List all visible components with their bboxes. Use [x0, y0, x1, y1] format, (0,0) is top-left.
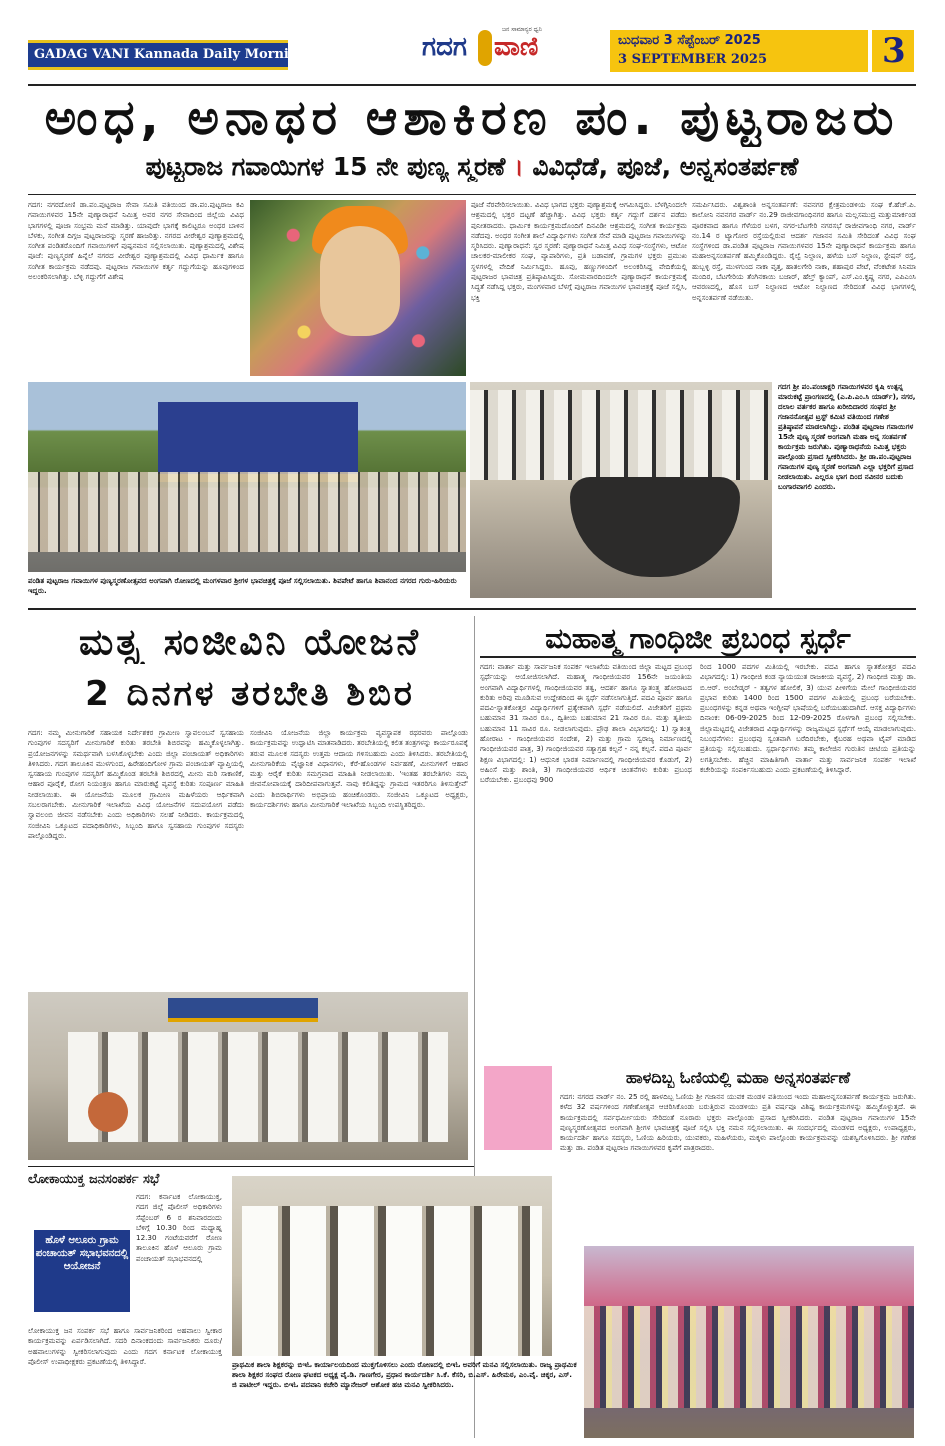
lead-photo-group	[28, 382, 466, 572]
logo-right-text: ವಾಣಿ	[494, 32, 539, 62]
feast-column: ಗದಗ: ನಗರದ ವಾರ್ಡ್ ನಂ. 25 ರಲ್ಲಿ ಹಾಳದಿಬ್ಬ ಓಣಿಯ ಶ್ರೀ ಗಜಾನನ ಯುವಕ ಮಂಡಳ ವತಿಯಿಂದ ಇಂದು ಮಹಾಅನ್ನಸಂತರ್ಪಣೆ ಕಾರ್ಯಕ್ರಮ ಜರುಗಿತು. ಕಳೆದ 32 ವರ್ಷಗಳಿಂದ ಗಣೇಶೋತ್ಸವ ಆಚರಿಸಿಕೊಂಡು ಬರುತ್ತಿರುವ ಮಂಡಳಿಯು ಪ್ರತಿ ವರ್ಷವೂ ವಿಶಿಷ್ಟ ಕಾರ್ಯಕ್ರಮಗಳನ್ನು ಹಮ್ಮಿಕೊಳ್ಳುತ್ತದೆ. ಈ ಕಾರ್ಯಕ್ರಮದಲ್ಲಿ ಸರ್ವಧರ್ಮೀಯರು ಸೇರಿದಂತೆ ನೂರಾರು ಭಕ್ತರು ಪಾಲ್ಗೊಂಡು ಪ್ರಸಾದ ಸ್ವೀಕರಿಸಿದರು. ಪಂಡಿತ ಪುಟ್ಟರಾಜ ಗವಾಯಿಗಳ 15ನೇ ಪುಣ್ಯಸ್ಮರಣೋತ್ಸವದ ಅಂಗವಾಗಿ ಶ್ರೀಗಳ ಭಾವಚಿತ್ರಕ್ಕೆ ಪೂಜೆ ಸಲ್ಲಿಸಿ ಭಕ್ತಿ ನಮನ ಸಲ್ಲಿಸಲಾಯಿತು. ಈ ಸಂದರ್ಭದಲ್ಲಿ ಮಂಡಳದ ಅಧ್ಯಕ್ಷರು, ಉಪಾಧ್ಯಕ್ಷರು, ಕಾರ್ಯದರ್ಶಿ ಹಾಗೂ ಸದಸ್ಯರು, ಓಣಿಯ ಹಿರಿಯರು, ಯುವಕರು, ಮಹಿಳೆಯರು, ಮಕ್ಕಳು ಪಾಲ್ಗೊಂಡು ಕಾರ್ಯಕ್ರಮವನ್ನು ಯಶಸ್ವಿಗೊಳಿಸಿದರು. ಶ್ರೀ ಗಣೇಶ ಮತ್ತು ಡಾ. ಪಂಡಿತ ಪುಟ್ಟರಾಜ ಗವಾಯಿಗಳವರ ಕೃಪೆಗೆ ಪಾತ್ರರಾದರು.	[560, 1092, 916, 1153]
issue-date	[610, 30, 868, 72]
matsya-column-2: ಸಂಜೀವಿನಿ ಯೋಜನೆಯ ಜಿಲ್ಲಾ ಕಾರ್ಯಕ್ರಮ ವ್ಯವಸ್ಥಾಪಕ ರಥರವರು ಪಾಲ್ಗೊಂಡು ಕಾರ್ಯಕ್ರಮವನ್ನು ಉದ್ಘಾಟಿಸಿ ಮಾತನಾಡಿದರು. ತರಬೇತಿಯಲ್ಲಿ ಕಲಿತ ತಂತ್ರಗಳನ್ನು ಕಾರ್ಯರೂಪಕ್ಕೆ ತರುವ ಮೂಲಕ ಸದಸ್ಯರು ಉತ್ತಮ ಆದಾಯ ಗಳಿಸಬಹುದು ಎಂದು ತಿಳಿಸಿದರು. ತರಬೇತಿಯಲ್ಲಿ ಮೀನುಗಾರಿಕೆಯ ವೈಜ್ಞಾನಿಕ ವಿಧಾನಗಳು, ಕೆರೆ-ಹೊಂಡಗಳ ನಿರ್ವಹಣೆ, ಮೀನುಗಳಿಗೆ ಆಹಾರ ಮತ್ತು ಆರೈಕೆ ಕುರಿತು ಸಮಗ್ರವಾದ ಮಾಹಿತಿ ನೀಡಲಾಯಿತು. 'ಇಂತಹ ತರಬೇತಿಗಳು ನಮ್ಮ ಜೀವನೋಪಾಯಕ್ಕೆ ದಾರಿದೀಪವಾಗುತ್ತವೆ. ನಾವು ಕಲಿತಿದ್ದನ್ನು ಗ್ರಾಮದ ಇತರರಿಗೂ ತಿಳಿಸುತ್ತೇವೆ' ಎಂದು ಶಿಬಿರಾರ್ಥಿಗಳು ಅಭಿಪ್ರಾಯ ಹಂಚಿಕೊಂಡರು. ಸಂಜೀವಿನಿ ಒಕ್ಕೂಟದ ಅಧ್ಯಕ್ಷರು, ಕಾರ್ಯದರ್ಶಿಗಳು ಹಾಗೂ ಮೀನುಗಾರಿಕೆ ಇಲಾಖೆಯ ಸಿಬ್ಬಂದಿ ಉಪಸ್ಥಿತರಿದ್ದರು.	[250, 728, 468, 810]
lead-headline: ಅಂಧ, ಅನಾಥರ ಆಶಾಕಿರಣ ಪಂ. ಪುಟ್ಟರಾಜರು	[44, 90, 900, 146]
crowd-row	[584, 1306, 914, 1408]
paper-name: GADAG VANI Kannada Daily Morning	[34, 47, 308, 62]
lead-subheadline	[28, 152, 916, 182]
lokayukta-headline: ಲೋಕಾಯುಕ್ತ ಜನಸಂಪರ್ಕ ಸಭೆ	[28, 1172, 160, 1187]
lokayukta-highlight-box: ಹೊಳೆ ಆಲೂರು ಗ್ರಾಮ ಪಂಚಾಯತ್ ಸಭಾಭವನದಲ್ಲಿ ಆಯೋಜನೆ	[34, 1230, 130, 1312]
lead-photo-shrine	[250, 200, 466, 376]
portrait-face	[320, 226, 400, 336]
section-rule-2	[28, 1166, 474, 1167]
crowd-row	[470, 390, 772, 480]
lead-subheadline-left: ಪುಟ್ಟರಾಜ ಗವಾಯಿಗಳ 15 ನೇ ಪುಣ್ಯ ಸ್ಮರಣೆ	[145, 152, 506, 181]
lead-column-1: ಗದಗ: ನಗರದೋಣಿ ಡಾ.ಪಂ.ಪುಟ್ಟರಾಜ ಸೇವಾ ಸಮಿತಿ ವತಿಯಿಂದ ಡಾ.ಪಂ.ಪುಟ್ಟರಾಜ ಕವಿ ಗವಾಯಿಗಳವರ 15ನೇ ಪುಣ್ಯಾರಾಧನೆ ನಿಮಿತ್ತ ಅವರ ನಗರ ಸೇವಾದಿಂದ ಜಿಲ್ಲೆಯ ವಿವಿಧ ಭಾಗಗಳಲ್ಲಿ ಪೂಜಾ ಸಂಭ್ರಮ ಮನೆ ಮಾಡಿತ್ತು. ಯಾವುದೇ ಭಾಗಕ್ಕೆ ಕಾಲಿಟ್ಟರೂ ಅಂಧರ ಬಾಳಿನ ಬೆಳಕು, ಸಂಗೀತ ದಿಗ್ಗಜ ಪುಟ್ಟರಾಜರನ್ನು ಸ್ಮರಣೆ ಹಾಜರಿತ್ತು. ನಗರದ ವೀರೇಶ್ವರ ಪುಣ್ಯಾಶ್ರಮದಲ್ಲಿ ಸಂಗೀತ ಪಂಡಿತರೊಂದಿಗೆ ಗವಾಯಿಗಳಿಗೆ ಪುಷ್ಪನಮನ ಸಲ್ಲಿಸಲಾಯಿತು. ಪುಣ್ಯಾಶ್ರಮದಲ್ಲಿ ವಿಶೇಷ ಪೂಜೆ: ಪುಣ್ಯಸ್ಮರಣೆ ಹಿನ್ನೆಲೆ ನಗರದ ವೀರೇಶ್ವರ ಪುಣ್ಯಾಶ್ರಮದಲ್ಲಿ ವಿವಿಧ ಧಾರ್ಮಿಕ ಹಾಗೂ ಸಂಗೀತ ಕಾರ್ಯಕ್ರಮ ನಡೆದವು. ಪುಟ್ಟರಾಜ ಗವಾಯಿಗಳ ಕರ್ತೃ ಗದ್ದುಗೆಯನ್ನು ಹೂವುಗಳಿಂದ ಅಲಂಕರಿಸಲಾಗಿತ್ತು. ಬೆಳ್ಳಿ ಗದ್ದುಗೆಗೆ ವಿಶೇಷ	[28, 200, 244, 282]
feast-headline: ಹಾಳದಿಬ್ಬ ಓಣಿಯಲ್ಲಿ ಮಹಾ ಅನ್ನಸಂತರ್ಪಣೆ	[625, 1068, 851, 1087]
teachers-group	[242, 1206, 542, 1356]
crowd-row	[28, 472, 466, 552]
lead-rule	[28, 194, 916, 195]
logo-figure-icon	[478, 30, 492, 66]
lead-photo-caption-right: ಗದಗ ಶ್ರೀ ಪಂ.ಪಂಚಾಕ್ಷರಿ ಗವಾಯಿಗಳವರ ಕೃಷಿ ಉತ್ಪನ್ನ ಮಾರುಕಟ್ಟೆ ಪ್ರಾಂಗಣದಲ್ಲಿ (ಎ.ಪಿ.ಎಂ.ಸಿ ಯಾರ್ಡ್), ನಗರ, ದಲಾಲ ವರ್ತಕರ ಹಾಗೂ ಖರೀದಿದಾರರ ಸಂಘದ ಶ್ರೀ ಗಜಾನನೋತ್ಸವ ಟ್ರಸ್ಟ್ ಕಮಿಟಿ ವತಿಯಿಂದ ಗಣೇಶ ಪ್ರತಿಷ್ಠಾಪನೆ ಮಾಡಲಾಗಿದ್ದು. ಪಂಡಿತ ಪುಟ್ಟರಾಜ ಗವಾಯಿಗಳ 15ನೇ ಪುಣ್ಯ ಸ್ಮರಣೆ ಅಂಗವಾಗಿ ಮಹಾ ಅನ್ನ ಸಂತರ್ಪಣೆ ಕಾರ್ಯಕ್ರಮ ಜರುಗಿತು. ಪುಣ್ಯಾರಾಧನೆಯ ನಿಮಿತ್ತ ಭಕ್ತರು ಪಾಲ್ಗೊಂಡು ಪ್ರಸಾದ ಸ್ವೀಕರಿಸಿದರು. ಶ್ರೀ ಡಾ.ಪಂ.ಪುಟ್ಟರಾಜ ಗವಾಯಿಗಳ ಪುಣ್ಯ ಸ್ಮರಣೆ ಅಂಗವಾಗಿ ಎಲ್ಲಾ ಭಕ್ತರಿಗೆ ಪ್ರಸಾದ ನೀಡಲಾಯಿತು. ಎಲ್ಲರೂ ಭಾಗ ದಿಂದ ನವೀನರ ಬದುಕು ಬಂಗಾರವಾಗಲಿ ಎಂದರು.	[778, 382, 916, 491]
paper-logo	[418, 26, 558, 70]
matsya-headline-line1: ಮತ್ಸ್ಯ ಸಂಜೀವಿನಿ ಯೋಜನೆ	[79, 622, 421, 663]
gandhi-headline-rule	[480, 656, 916, 658]
feast-photo	[584, 1246, 914, 1438]
masthead-rule	[28, 84, 916, 86]
gandhi-headline: ಮಹಾತ್ಮ ಗಾಂಧಿಜೀ ಪ್ರಬಂಧ ಸ್ಪರ್ಧೆ	[545, 622, 851, 655]
paper-name-banner	[28, 40, 308, 70]
masthead	[0, 0, 945, 86]
matsya-column-1: ಗದಗ: ನಮ್ಮ ಮೀನುಗಾರಿಕೆ ಸಹಾಯಕ ನಿರ್ದೇಶಕರ ಗ್ರಾಮೀಣ ಸ್ವಾವಲಂಬನೆ ಸ್ವಸಹಾಯ ಗುಂಪುಗಳ ಸದಸ್ಯರಿಗೆ ಮೀನುಗಾರಿಕೆ ಕುರಿತು ತರಬೇತಿ ಶಿಬಿರವನ್ನು ಹಮ್ಮಿಕೊಳ್ಳಲಾಗಿತ್ತು. ಪ್ರಯೋಜನಗಳನ್ನು ಸಮರ್ಥವಾಗಿ ಬಳಸಿಕೊಳ್ಳಬೇಕು ಎಂದು ಜಿಲ್ಲಾ ಪಂಚಾಯತ್ ಅಧಿಕಾರಿಗಳು ತಿಳಿಸಿದರು. ಗದಗ ತಾಲೂಕಿನ ಮುಳಗುಂದ, ಹಿರೇಹಂದಿಗೋಳ ಗ್ರಾಮ ಪಂಚಾಯತ್ ವ್ಯಾಪ್ತಿಯಲ್ಲಿ ಸ್ವಸಹಾಯ ಗುಂಪುಗಳ ಸದಸ್ಯರಿಗೆ ಹಮ್ಮಿಕೊಂಡ ತರಬೇತಿ ಶಿಬಿರದಲ್ಲಿ ಮೀನು ಮರಿ ಸಾಕಾಣಿಕೆ, ಆಹಾರ ಪೂರೈಕೆ, ರೋಗ ನಿಯಂತ್ರಣ ಹಾಗೂ ಮಾರುಕಟ್ಟೆ ವ್ಯವಸ್ಥೆ ಕುರಿತು ಸಂಪೂರ್ಣ ಮಾಹಿತಿ ನೀಡಲಾಯಿತು. ಈ ಯೋಜನೆಯ ಮೂಲಕ ಗ್ರಾಮೀಣ ಮಹಿಳೆಯರು ಆರ್ಥಿಕವಾಗಿ ಸಬಲರಾಗಬೇಕು. ಮೀನುಗಾರಿಕೆ ಇಲಾಖೆಯ ವಿವಿಧ ಯೋಜನೆಗಳ ಸದುಪಯೋಗ ಪಡೆದು ಸ್ವಾವಲಂಬಿ ಜೀವನ ನಡೆಸಬೇಕು ಎಂದು ಅಧಿಕಾರಿಗಳು ಸಲಹೆ ನೀಡಿದರು. ಕಾರ್ಯಕ್ರಮದಲ್ಲಿ ಸಂಜೀವಿನಿ ಒಕ್ಕೂಟದ ಪದಾಧಿಕಾರಿಗಳು, ಸಿಬ್ಬಂದಿ ಹಾಗೂ ಸ್ವಸಹಾಯ ಗುಂಪುಗಳ ಸದಸ್ಯರು ಪಾಲ್ಗೊಂಡಿದ್ದರು.	[28, 728, 244, 840]
lead-photo-caption-left: ಪಂಡಿತ ಪುಟ್ಟರಾಜ ಗವಾಯಿಗಳ ಪುಣ್ಯಸ್ಮರಣೋತ್ಸವದ ಅಂಗವಾಗಿ ರೋಣದಲ್ಲಿ ಮಂಗಳವಾರ ಶ್ರೀಗಳ ಭಾವಚಿತ್ರಕ್ಕೆ ಪೂಜೆ ಸಲ್ಲಿಸಲಾಯಿತು. ಶಿವಪೇಟೆ ಹಾಗೂ ಶಿವಾನಂದ ನಗರದ ಗುರು-ಹಿರಿಯರು ಇದ್ದರು.	[28, 576, 457, 595]
lead-column-2: ಪೂಜೆ ನೆರವೇರಿಸಲಾಯಿತು. ವಿವಿಧ ಭಾಗದ ಭಕ್ತರು ಪುಣ್ಯಾಶ್ರಮಕ್ಕೆ ಆಗಮಿಸಿದ್ದರು. ಬೆಳಗ್ಗಿನಿಂದಲೇ ಆಶ್ರಮದಲ್ಲಿ ಭಕ್ತರ ದಟ್ಟಣೆ ಹೆಚ್ಚಾಗಿತ್ತು. ವಿವಿಧ ಭಕ್ತರು ಕರ್ತೃ ಗದ್ದುಗೆ ದರ್ಶನ ಪಡೆದು ಪುನೀತರಾದರು. ಧಾರ್ಮಿಕ ಕಾರ್ಯಕ್ರಮದೊಂದಿಗೆ ದಿನವಿಡೀ ಆಶ್ರಮದಲ್ಲಿ ಸಂಗೀತ ಕಾರ್ಯಕ್ರಮ ನಡೆದವು. ಅಂಧರ ಸಂಗೀತ ಶಾಲೆ ವಿದ್ಯಾರ್ಥಿಗಳು ಸಂಗೀತ ಸೇವೆ ಮಾಡಿ ಪುಟ್ಟರಾಜ ಗವಾಯಿಗಳನ್ನು ಸ್ಮರಿಸಿದರು. ಪುಣ್ಯಾರಾಧನೆ: ಸ್ವರ ಸ್ಮರಣೆ: ಪುಣ್ಯಾರಾಧನೆ ನಿಮಿತ್ತ ವಿವಿಧ ಸಂಘ-ಸಂಸ್ಥೆಗಳು, ಆಟೋ ಚಾಲಕರ-ಮಾಲೀಕರ ಸಂಘ, ವ್ಯಾಪಾರಿಗಳು, ಪ್ರತಿ ಬಡಾವಣೆ, ಗ್ರಾಮಗಳ ಭಕ್ತರು ಪ್ರಮುಖ ಸ್ಥಳಗಳಲ್ಲಿ ವೇದಿಕೆ ನಿರ್ಮಿಸಿದ್ದರು. ಹೂವು, ಹಣ್ಣುಗಳಿಂದಿಗೆ ಅಲಂಕರಿಸಿದ್ದ ವೇದಿಕೆಯಲ್ಲಿ ಪುಟ್ಟರಾಜರ ಭಾವಚಿತ್ರ ಪ್ರತಿಷ್ಠಾಪಿಸಿದ್ದರು. ಸೋಮವಾರದಿಂದಲೇ ಪುಣ್ಯಾರಾಧನೆ ಕಾರ್ಯಕ್ರಮಕ್ಕೆ ಸಿದ್ಧತೆ ನಡೆಸಿದ್ದ ಭಕ್ತರು, ಮಂಗಳವಾರ ಬೆಳಗ್ಗೆ ಪುಟ್ಟರಾಜ ಗವಾಯಿಗಳ ಭಾವಚಿತ್ರಕ್ಕೆ ಪೂಜೆ ಸಲ್ಲಿಸಿ, ಭಕ್ತಿ	[471, 200, 687, 302]
potted-plant	[88, 1092, 128, 1132]
lead-photo-feast	[470, 382, 772, 598]
issue-date-kannada: ಬುಧವಾರ 3 ಸೆಪ್ಟೆಂಬರ್ 2025	[618, 33, 761, 48]
issue-date-english: 3 SEPTEMBER 2025	[618, 52, 768, 67]
page-number: 3	[882, 31, 906, 71]
logo-left-text: ಗದಗ	[422, 32, 467, 62]
memorandum-photo-caption: ಪ್ರಾಥಮಿಕ ಶಾಲಾ ಶಿಕ್ಷಕರನ್ನು ಬಿಇಓ ಕಾರ್ಯಾಲಯದಿಂದ ಮುಕ್ತಗೊಳಿಸಲು ಎಂದು ರೋಣದಲ್ಲಿ ಬಿಇಓ ಅವರಿಗೆ ಮನವಿ ಸಲ್ಲಿಸಲಾಯಿತು. ರಾಜ್ಯ ಪ್ರಾಥಮಿಕ ಶಾಲಾ ಶಿಕ್ಷಕರ ಸಂಘದ ರೋಣ ಘಟಕದ ಅಧ್ಯಕ್ಷ ವೈ.ಡಿ. ಗಾಣಗೇರ, ಪ್ರಧಾನ ಕಾರ್ಯದರ್ಶಿ ಸಿ.ಕೆ. ಕೆಸರಿ, ಬಿ.ಎಸ್. ಹಿರೇಮಠ, ಎಂ.ವೈ. ಚಿಕ್ಕರ, ಎಸ್. ಜಿ ಪಾಟೀಲ್ ಇದ್ದರು. ಬಿಇಓ ಪದವಾನಿ ಕಚೇರಿ ಮ್ಯಾನೇಜರ್ ಆಶೋಕ ಹಚಿ ಮನವಿ ಸ್ವೀಕರಿಸಿದರು.	[232, 1360, 577, 1389]
lead-column-3: ಸಮರ್ಪಿಸಿದರು. ವಿಶ್ವಶಾಂತಿ ಅನ್ನಸಂತರ್ಪಣೆ: ನವನಗರ ಕ್ಷೇತ್ರಮಂಡಳಿಯ ಸಂಘ ಕೆ.ಹೆಚ್.ಪಿ. ಕಾಲೋನಿ ನವನಗರ ವಾರ್ಡ್ ನಂ.29 ರಾಜೀವಗಾಂಧಿನಗರ ಹಾಗೂ ಮಲ್ಲಸಮುದ್ರ ಮತ್ತುಮಾರ್ಕಂಡ ಪೂರಕವಾದ ಹಾಗೂ ಗೆಳೆಯರ ಬಳಗ, ನಗರ-ಬೆಟಗೇರಿ ನಗರಸಭೆ ರಾಜೀವಗಾಂಧಿ ನಗರ, ವಾರ್ಡ್ ನಂ.14 ರ ಟ್ಯಾಗೋರ ರಸ್ತೆಯಲ್ಲಿರುವ ಆದರ್ಶ ಗಜಾನನ ಸಮಿತಿ ಸೇರಿದಂತೆ ವಿವಿಧ ಸಂಘ ಸಂಸ್ಥೆಗಳಿಂದ ಡಾ.ಪಂಡಿತ ಪುಟ್ಟರಾಜ ಗವಾಯಿಗಳವರ 15ನೇ ಪುಣ್ಯಾರಾಧನೆ ಕಾರ್ಯಕ್ರಮ ಹಾಗೂ ಮಹಾಅನ್ನಸಂತರ್ಪಣೆ ಹಮ್ಮಿಕೊಂಡಿದ್ದರು. ರೈಲ್ವೆ ನಿಲ್ದಾಣ, ಹಳೆಯ ಬಸ್ ನಿಲ್ದಾಣ, ಸ್ಟೇಷನ್ ರಸ್ತೆ, ಹುಬ್ಬಳ್ಳಿ ರಸ್ತೆ, ಮುಳಗುಂದ ನಾಕಾ ವೃತ್ತ, ಹಾತಲಗೇರಿ ನಾಕಾ, ಶಹಾಪುರ ಪೇಟೆ, ವೆಂಕಟೇಶ ಸಿನಿಮಾ ಮಂದಿರ, ಬೆಟಗೇರಿಯ ತೆಂಗಿನಕಾಯಿ ಬಜಾರ್, ಹೆಲ್ತ್ ಕ್ಯಾಂಪ್, ಎಸ್.ಎಂ.ಕೃಷ್ಣ ನಗರ, ಎಪಿಎಂಸಿ ಆವರಣದಲ್ಲಿ, ಹೊಸ ಬಸ್ ನಿಲ್ದಾಣದ ಆಟೋ ನಿಲ್ದಾಣದ ಸೇರಿದಂತೆ ವಿವಿಧ ಭಾಗಗಳಲ್ಲಿ ಅನ್ನಸಂತರ್ಪಣೆ ನಡೆಯಿತು.	[692, 200, 916, 302]
page-number-box	[872, 30, 914, 72]
matsya-headline-line2: 2 ದಿನಗಳ ತರಬೇತಿ ಶಿಬಿರ	[85, 674, 415, 714]
gandhi-column-2: ರಿಂದ 1000 ಪದಗಳ ಮಿತಿಯಲ್ಲಿ ಇರಬೇಕು. ಪದವಿ ಹಾಗೂ ಸ್ನಾತಕೋತ್ತರ ಪದವಿ ವಿಭಾಗದಲ್ಲಿ: 1) ಗಾಂಧೀಜಿ ಕಂಡ ನ್ಯಾಯಯುತ ರಾಜಕೀಯ ವ್ಯವಸ್ಥೆ, 2) ಗಾಂಧೀಜಿ ಮತ್ತು ಡಾ. ಬಿ.ಆರ್. ಅಂಬೇಡ್ಕರ್ - ತತ್ವಗಳ ಹೋಲಿಕೆ, 3) ಯುವ ಪೀಳಿಗೆಯ ಮೇಲೆ ಗಾಂಧೀಜಿಯವರ ಪ್ರಭಾವ ಕುರಿತು 1400 ರಿಂದ 1500 ಪದಗಳ ಮಿತಿಯಲ್ಲಿ ಪ್ರಬಂಧ ಬರೆಯಬೇಕು. ಪ್ರಬಂಧಗಳನ್ನು ಕನ್ನಡ ಅಥವಾ ಇಂಗ್ಲೀಷ್ ಭಾಷೆಯಲ್ಲಿ ಬರೆಯಬಹುದಾಗಿದೆ. ಆಸಕ್ತ ವಿದ್ಯಾರ್ಥಿಗಳು ದಿನಾಂಕ: 06-09-2025 ರಿಂದ 12-09-2025 ರೊಳಗಾಗಿ ಪ್ರಬಂಧ ಸಲ್ಲಿಸಬೇಕು. ಜಿಲ್ಲಾಮಟ್ಟದಲ್ಲಿ ವಿಜೇತರಾದ ವಿದ್ಯಾರ್ಥಿಗಳನ್ನು ರಾಜ್ಯಮಟ್ಟದ ಸ್ಪರ್ಧೆಗೆ ಆಯ್ಕೆ ಮಾಡಲಾಗುವುದು. ನಿಬಂಧನೆಗಳು: ಪ್ರಬಂಧವು ಸ್ವಂತವಾಗಿ ಬರೆದಿರಬೇಕು, ಕೈಬರಹ ಅಥವಾ ಟೈಪ್ ಮಾಡಿದ ಪ್ರತಿಯನ್ನು ಸಲ್ಲಿಸಬಹುದು. ಸ್ಪರ್ಧಾರ್ಥಿಗಳು ತಮ್ಮ ಕಾಲೇಜಿನ ಗುರುತಿನ ಚೀಟಿಯ ಪ್ರತಿಯನ್ನು ಲಗತ್ತಿಸಬೇಕು. ಹೆಚ್ಚಿನ ಮಾಹಿತಿಗಾಗಿ ವಾರ್ತಾ ಮತ್ತು ಸಾರ್ವಜನಿಕ ಸಂಪರ್ಕ ಇಲಾಖೆ ಕಚೇರಿಯನ್ನು ಸಂಪರ್ಕಿಸಬಹುದು ಎಂದು ಪ್ರಕಟಣೆಯಲ್ಲಿ ತಿಳಿಸಿದ್ದಾರೆ.	[700, 662, 916, 774]
logo-tagline: ಜನ ಸಾಮಾನ್ಯರ ಧ್ವನಿ	[502, 26, 542, 33]
matsya-photo	[28, 992, 468, 1160]
lokayukta-column-2: ಲೋಕಾಯುಕ್ತ ಜನ ಸಂಪರ್ಕ ಸಭೆ ಹಾಗೂ ಸಾರ್ವಜನಿಕರಿಂದ ಅಹವಾಲು ಸ್ವೀಕಾರ ಕಾರ್ಯಕ್ರಮವನ್ನು ಏರ್ಪಡಿಸಲಾಗಿದೆ. ಸದರಿ ದಿನಾಂಕದಂದು ಸಾರ್ವಜನಿಕರು ದೂರು/ಅಹವಾಲುಗಳನ್ನು ಸ್ವೀಕರಿಸಲಾಗುವುದು ಎಂದು ಗದಗ ಕರ್ನಾಟಕ ಲೋಕಾಯುಕ್ತ ಪೊಲೀಸ್ ಉಪಾಧೀಕ್ಷಕರು ಪ್ರಕಟಣೆಯಲ್ಲಿ ತಿಳಿಸಿದ್ದಾರೆ.	[28, 1326, 222, 1366]
lead-subheadline-right: ವಿವಿಧೆಡೆ, ಪೂಜೆ, ಅನ್ನಸಂತರ್ಪಣೆ	[532, 152, 799, 181]
event-banner	[168, 998, 318, 1022]
pink-placeholder-box	[484, 1066, 552, 1150]
lead-subheadline-separator: ।	[514, 152, 524, 181]
section-rule-1	[28, 608, 916, 610]
lokayukta-column-1: ಗದಗ: ಕರ್ನಾಟಕ ಲೋಕಾಯುಕ್ತ, ಗದಗ ಜಿಲ್ಲೆ ಪೊಲೀಸ್ ಅಧಿಕಾರಿಗಳು ಸೆಪ್ಟೆಂಬರ್ 6 ರ ಶನಿವಾರದಂದು ಬೆಳಿಗ್ಗೆ 10.30 ರಿಂದ ಮಧ್ಯಾಹ್ನ 12.30 ಗಂಟೆಯವರೆಗೆ ರೋಣ ತಾಲೂಕಿನ ಹೊಳೆ ಆಲೂರು ಗ್ರಾಮ ಪಂಚಾಯತ್ ಸಭಾಭವನದಲ್ಲಿ	[136, 1192, 222, 1263]
memorandum-photo	[232, 1176, 552, 1356]
officials-group	[68, 1032, 448, 1142]
stage-tent	[158, 402, 358, 482]
cooking-pot	[570, 477, 740, 577]
gandhi-column-1: ಗದಗ: ವಾರ್ತಾ ಮತ್ತು ಸಾರ್ವಜನಿಕ ಸಂಪರ್ಕ ಇಲಾಖೆಯ ವತಿಯಿಂದ ಜಿಲ್ಲಾ ಮಟ್ಟದ ಪ್ರಬಂಧ ಸ್ಪರ್ಧೆಯನ್ನು ಆಯೋಜಿಸಲಾಗಿದೆ. ಮಹಾತ್ಮ ಗಾಂಧೀಜಿಯವರ 156ನೇ ಜಯಂತಿಯ ಅಂಗವಾಗಿ ವಿದ್ಯಾರ್ಥಿಗಳಲ್ಲಿ ಗಾಂಧೀಜಿಯವರ ತತ್ವ, ಆದರ್ಶ ಹಾಗೂ ಸ್ವಾತಂತ್ರ್ಯ ಹೋರಾಟದ ಕುರಿತು ಅರಿವು ಮೂಡಿಸುವ ಉದ್ದೇಶದಿಂದ ಈ ಸ್ಪರ್ಧೆ ನಡೆಸಲಾಗುತ್ತಿದೆ. ಪದವಿ ಪೂರ್ವ ಹಾಗೂ ಪದವಿ-ಸ್ನಾತಕೋತ್ತರ ವಿದ್ಯಾರ್ಥಿಗಳಿಗೆ ಪ್ರತ್ಯೇಕವಾಗಿ ಸ್ಪರ್ಧೆ ನಡೆಯಲಿದೆ. ವಿಜೇತರಿಗೆ ಪ್ರಥಮ ಬಹುಮಾನ 31 ಸಾವಿರ ರೂ., ದ್ವಿತೀಯ ಬಹುಮಾನ 21 ಸಾವಿರ ರೂ. ಮತ್ತು ತೃತೀಯ ಬಹುಮಾನ 11 ಸಾವಿರ ರೂ. ನೀಡಲಾಗುವುದು. ಪ್ರೌಢ ಶಾಲಾ ವಿಭಾಗದಲ್ಲಿ: 1) ಸ್ವಾತಂತ್ರ್ಯ ಹೋರಾಟ - ಗಾಂಧೀಜಿಯವರ ಸಂದೇಶ, 2) ಮತ್ತು ಗ್ರಾಮ ಸ್ವರಾಜ್ಯ ನಿರ್ಮಾಣದಲ್ಲಿ ಗಾಂಧೀಜಿಯವರ ಪಾತ್ರ, 3) ಗಾಂಧೀಜಿಯವರ ಸತ್ಯಾಗ್ರಹ ಕಲ್ಪನೆ - ನನ್ನ ಕಲ್ಪನೆ. ಪದವಿ ಪೂರ್ವ ಶಿಕ್ಷಣ ವಿಭಾಗದಲ್ಲಿ: 1) ಆಧುನಿಕ ಭಾರತ ನಿರ್ಮಾಣದಲ್ಲಿ ಗಾಂಧೀಜಿಯವರ ಕೊಡುಗೆ, 2) ಅಹಿಂಸೆ ಮತ್ತು ಶಾಂತಿ, 3) ಗಾಂಧೀಜಿಯವರ ಆರ್ಥಿಕ ಚಿಂತನೆಗಳು ಕುರಿತು ಪ್ರಬಂಧ ಬರೆಯಬೇಕು. ಪ್ರಬಂಧವು 900	[480, 662, 692, 785]
